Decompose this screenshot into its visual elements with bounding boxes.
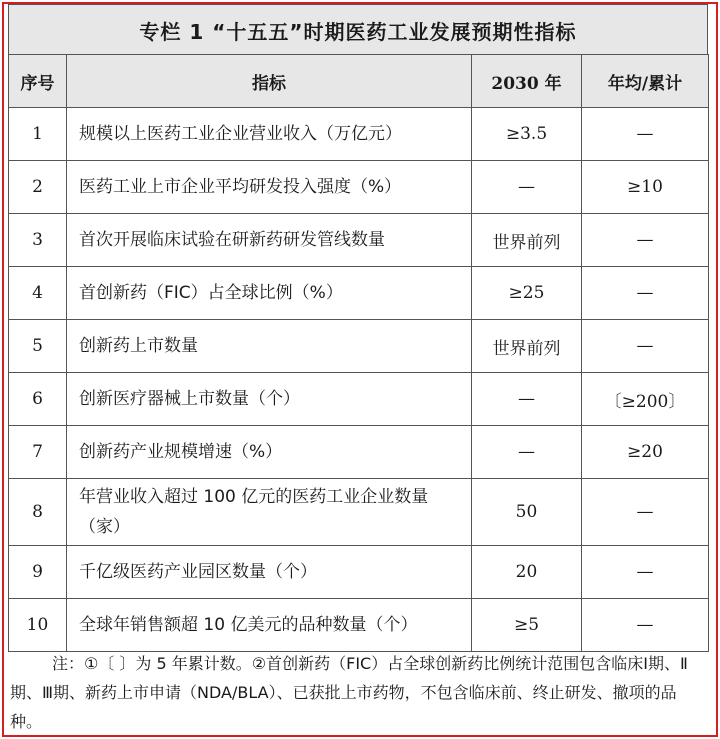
- row-number: 8: [9, 479, 67, 546]
- row-2030-value: ≥25: [472, 267, 582, 320]
- row-2030-value: —: [472, 426, 582, 479]
- table-row: [9, 267, 709, 320]
- row-number: 3: [9, 214, 67, 267]
- header-indicator: 指标: [67, 55, 472, 108]
- row-annual-cumulative-value: —: [582, 479, 709, 546]
- row-number: 1: [9, 108, 67, 161]
- row-2030-value: —: [472, 373, 582, 426]
- table-row: [9, 161, 709, 214]
- row-indicator: 规模以上医药工业企业营业收入（万亿元）: [67, 108, 472, 161]
- table-row: [9, 214, 709, 267]
- table-row: [9, 426, 709, 479]
- row-number: 9: [9, 546, 67, 599]
- table-row: [9, 479, 709, 546]
- row-number: 7: [9, 426, 67, 479]
- header-year: 2030 年: [472, 55, 582, 108]
- row-annual-cumulative-value: —: [582, 108, 709, 161]
- row-number: 5: [9, 320, 67, 373]
- table-row: [9, 599, 709, 652]
- row-indicator: 创新药上市数量: [67, 320, 472, 373]
- row-annual-cumulative-value: 〔≥200〕: [582, 373, 709, 426]
- row-number: 6: [9, 373, 67, 426]
- row-number: 10: [9, 599, 67, 652]
- row-annual-cumulative-value: ≥20: [582, 426, 709, 479]
- row-2030-value: 50: [472, 479, 582, 546]
- row-annual-cumulative-value: —: [582, 546, 709, 599]
- row-indicator: 全球年销售额超 10 亿美元的品种数量（个）: [67, 599, 472, 652]
- row-indicator: 首创新药（FIC）占全球比例（%）: [67, 267, 472, 320]
- row-number: 2: [9, 161, 67, 214]
- table-body: [9, 108, 709, 652]
- row-indicator: 创新医疗器械上市数量（个）: [67, 373, 472, 426]
- row-annual-cumulative-value: —: [582, 599, 709, 652]
- row-annual-cumulative-value: ≥10: [582, 161, 709, 214]
- table-row: [9, 546, 709, 599]
- row-2030-value: 世界前列: [472, 320, 582, 373]
- row-2030-value: 20: [472, 546, 582, 599]
- row-annual-cumulative-value: —: [582, 267, 709, 320]
- table-row: [9, 320, 709, 373]
- row-2030-value: 世界前列: [472, 214, 582, 267]
- indicator-table: [8, 54, 709, 652]
- table-header-row: [9, 55, 709, 108]
- row-2030-value: ≥3.5: [472, 108, 582, 161]
- header-no: 序号: [9, 55, 67, 108]
- row-annual-cumulative-value: —: [582, 214, 709, 267]
- row-indicator: 创新药产业规模增速（%）: [67, 426, 472, 479]
- row-number: 4: [9, 267, 67, 320]
- row-2030-value: —: [472, 161, 582, 214]
- header-avg: 年均/累计: [582, 55, 709, 108]
- table-note: 注：①〔 〕为 5 年累计数。②首创新药（FIC）占全球创新药比例统计范围包含临床Ⅰ期、Ⅱ期、Ⅲ期、新药上市申请（NDA/BLA）、已获批上市药物，不包含临床前、终止研发、撤项的品种。: [10, 654, 688, 731]
- row-indicator: 医药工业上市企业平均研发投入强度（%）: [67, 161, 472, 214]
- row-indicator: 千亿级医药产业园区数量（个）: [67, 546, 472, 599]
- row-indicator: 首次开展临床试验在研新药研发管线数量: [67, 214, 472, 267]
- row-2030-value: ≥5: [472, 599, 582, 652]
- table-row: [9, 108, 709, 161]
- table-row: [9, 373, 709, 426]
- row-indicator: 年营业收入超过 100 亿元的医药工业企业数量（家）: [67, 479, 472, 546]
- table-title: 专栏 1 “十五五”时期医药工业发展预期性指标: [8, 4, 708, 56]
- row-annual-cumulative-value: —: [582, 320, 709, 373]
